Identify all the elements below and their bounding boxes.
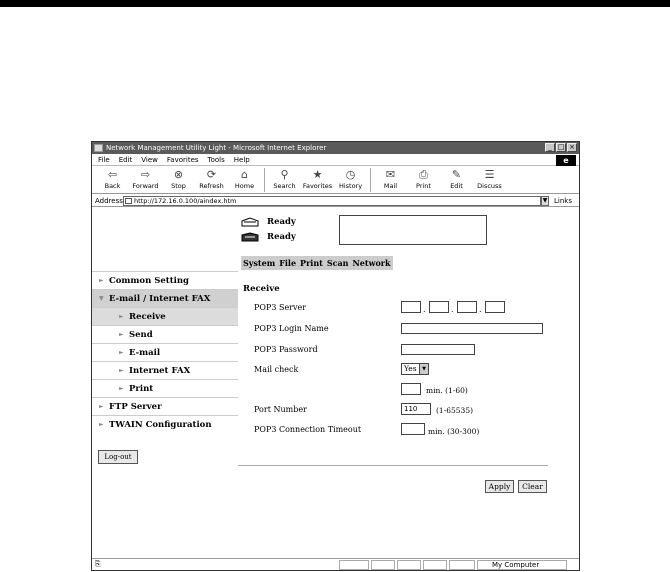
history-icon: ◷ <box>345 168 356 181</box>
chevron-right-icon: ► <box>99 421 104 428</box>
sidebar-item-receive[interactable]: ► Receive <box>92 307 238 325</box>
print-button[interactable]: ⎙ Print <box>407 166 440 194</box>
port-number-label: Port Number <box>254 405 307 414</box>
tab-system[interactable]: System <box>243 258 276 268</box>
window-controls <box>545 143 577 152</box>
page-content <box>92 208 579 558</box>
chevron-right-icon: ► <box>119 313 124 320</box>
forward-arrow-icon: ⇨ <box>140 168 151 181</box>
clear-button[interactable]: Clear <box>518 480 547 493</box>
menu-view[interactable]: View <box>141 156 158 164</box>
edit-button[interactable]: ✎ Edit <box>440 166 473 194</box>
menu-bar <box>92 154 579 166</box>
main-panel: Ready Ready System File Print Scan Network Receive POP3 Server . . . POP3 Login Name POP3 Password Mail check Yes ▼ min. (1-60) Port Number 110 (1-65535) POP3 Connection Timeout min. (30-300) Apply Clear <box>238 208 579 558</box>
menu-favorites[interactable]: Favorites <box>166 156 199 164</box>
edit-icon: ✎ <box>451 168 462 181</box>
pop3-login-name-label: POP3 Login Name <box>254 324 329 333</box>
maximize-button[interactable]: □ <box>557 143 565 151</box>
form-divider <box>238 465 548 466</box>
refresh-button[interactable]: ⟳ Refresh <box>195 166 228 194</box>
tab-print[interactable]: Print <box>300 258 323 268</box>
chevron-right-icon: ► <box>99 277 104 284</box>
chevron-right-icon: ► <box>119 367 124 374</box>
page-top-rule <box>0 0 670 7</box>
home-icon: ⌂ <box>241 168 248 181</box>
chevron-right-icon: ► <box>99 403 104 410</box>
ie-logo-icon: e <box>556 155 576 166</box>
address-label: Address <box>95 197 123 205</box>
address-dropdown-button[interactable]: ▼ <box>542 197 548 204</box>
form-title: Receive <box>243 284 280 294</box>
ie-page-icon <box>94 144 103 152</box>
chevron-right-icon: ► <box>119 331 124 338</box>
status-cell <box>371 560 395 570</box>
forward-button[interactable]: ⇨ Forward <box>129 166 162 194</box>
status-cell <box>423 560 447 570</box>
back-arrow-icon: ⇦ <box>107 168 118 181</box>
octet-separator: . <box>451 305 454 314</box>
pop3-server-octet-1[interactable] <box>401 301 421 313</box>
search-icon: ⚲ <box>280 168 289 181</box>
mail-check-label: Mail check <box>254 365 299 374</box>
scanner-status-icon <box>241 232 259 242</box>
pop3-server-label: POP3 Server <box>254 303 307 312</box>
address-bar <box>92 195 579 207</box>
status-cell <box>449 560 475 570</box>
pop3-server-octet-4[interactable] <box>485 301 505 313</box>
tab-network[interactable]: Network <box>352 258 391 268</box>
favorites-icon: ★ <box>312 168 323 181</box>
status-cell <box>397 560 421 570</box>
toolbar-separator <box>370 168 371 192</box>
mail-button[interactable]: ✉ Mail <box>374 166 407 194</box>
search-button[interactable]: ⚲ Search <box>268 166 301 194</box>
menu-tools[interactable]: Tools <box>207 156 225 164</box>
home-button[interactable]: ⌂ Home <box>228 166 261 194</box>
port-range-label: (1-65535) <box>436 406 474 415</box>
menu-edit[interactable]: Edit <box>118 156 133 164</box>
sidebar-item-internet-fax[interactable]: ► Internet FAX <box>92 361 238 379</box>
address-input[interactable] <box>123 196 541 206</box>
history-button[interactable]: ◷ History <box>334 166 367 194</box>
chevron-right-icon: ► <box>119 385 124 392</box>
status-cell <box>339 560 369 570</box>
discuss-button[interactable]: ☰ Discuss <box>473 166 506 194</box>
pop3-timeout-input[interactable] <box>401 423 425 435</box>
back-button[interactable]: ⇦ Back <box>96 166 129 194</box>
address-url: http://172.16.0.100/aindex.htm <box>134 197 237 205</box>
browser-window <box>91 141 580 571</box>
sidebar-item-email[interactable]: ► E-mail <box>92 343 238 361</box>
status-message-box <box>339 215 487 245</box>
mail-check-interval-input[interactable] <box>401 383 421 395</box>
page-icon <box>125 198 132 204</box>
chevron-down-icon: ▼ <box>419 364 428 374</box>
title-bar <box>92 142 579 154</box>
pop3-server-octet-3[interactable] <box>457 301 477 313</box>
pop3-password-label: POP3 Password <box>254 345 318 354</box>
discuss-icon: ☰ <box>484 168 495 181</box>
print-icon: ⎙ <box>419 168 428 181</box>
refresh-icon: ⟳ <box>206 168 217 181</box>
sidebar-item-send[interactable]: ► Send <box>92 325 238 343</box>
pop3-timeout-label: POP3 Connection Timeout <box>254 425 362 434</box>
sidebar-item-twain-configuration[interactable]: ► TWAIN Configuration <box>92 415 238 433</box>
pop3-server-octet-2[interactable] <box>429 301 449 313</box>
category-tabs <box>241 256 393 270</box>
chevron-down-icon: ▼ <box>99 295 104 302</box>
my-computer-label: My Computer <box>492 561 540 569</box>
window-title: Network Management Utility Light - Microsoft Internet Explorer <box>106 144 327 152</box>
sidebar-item-ftp-server[interactable]: ► FTP Server <box>92 397 238 415</box>
chevron-right-icon: ► <box>119 349 124 356</box>
standard-toolbar <box>92 166 579 194</box>
logout-button[interactable]: Log-out <box>98 450 138 464</box>
apply-button[interactable]: Apply <box>485 480 514 493</box>
sidebar-item-email-internet-fax[interactable]: ▼ E-mail / Internet FAX <box>92 289 238 307</box>
port-number-input[interactable]: 110 <box>401 403 431 415</box>
octet-separator: . <box>423 305 426 314</box>
mail-icon: ✉ <box>385 168 396 181</box>
printer-status-icon <box>241 217 259 227</box>
toolbar-separator <box>264 168 265 192</box>
mail-check-select[interactable]: Yes ▼ <box>401 363 429 375</box>
tab-scan[interactable]: Scan <box>326 258 349 268</box>
favorites-button[interactable]: ★ Favorites <box>302 168 333 190</box>
tab-file[interactable]: File <box>279 258 297 268</box>
security-zone <box>477 560 567 570</box>
interval-unit-label: min. (1-60) <box>426 386 468 395</box>
minimize-button[interactable]: _ <box>545 143 555 152</box>
sidebar-item-common-setting[interactable]: ► Common Setting <box>92 271 238 289</box>
page-done-icon: ⎘ <box>95 560 101 568</box>
octet-separator: . <box>479 305 482 314</box>
status-bar <box>92 558 579 570</box>
menu-file[interactable]: File <box>98 156 110 164</box>
sidebar-nav <box>92 208 238 558</box>
pop3-password-input[interactable] <box>401 344 475 355</box>
links-button[interactable]: Links <box>554 197 572 205</box>
stop-button[interactable]: ⊗ Stop <box>162 166 195 194</box>
close-button[interactable]: × <box>567 143 577 152</box>
pop3-login-name-input[interactable] <box>401 323 543 334</box>
timeout-unit-label: min. (30-300) <box>428 427 480 436</box>
menu-help[interactable]: Help <box>233 156 250 164</box>
stop-icon: ⊗ <box>173 168 184 181</box>
sidebar-item-print[interactable]: ► Print <box>92 379 238 397</box>
